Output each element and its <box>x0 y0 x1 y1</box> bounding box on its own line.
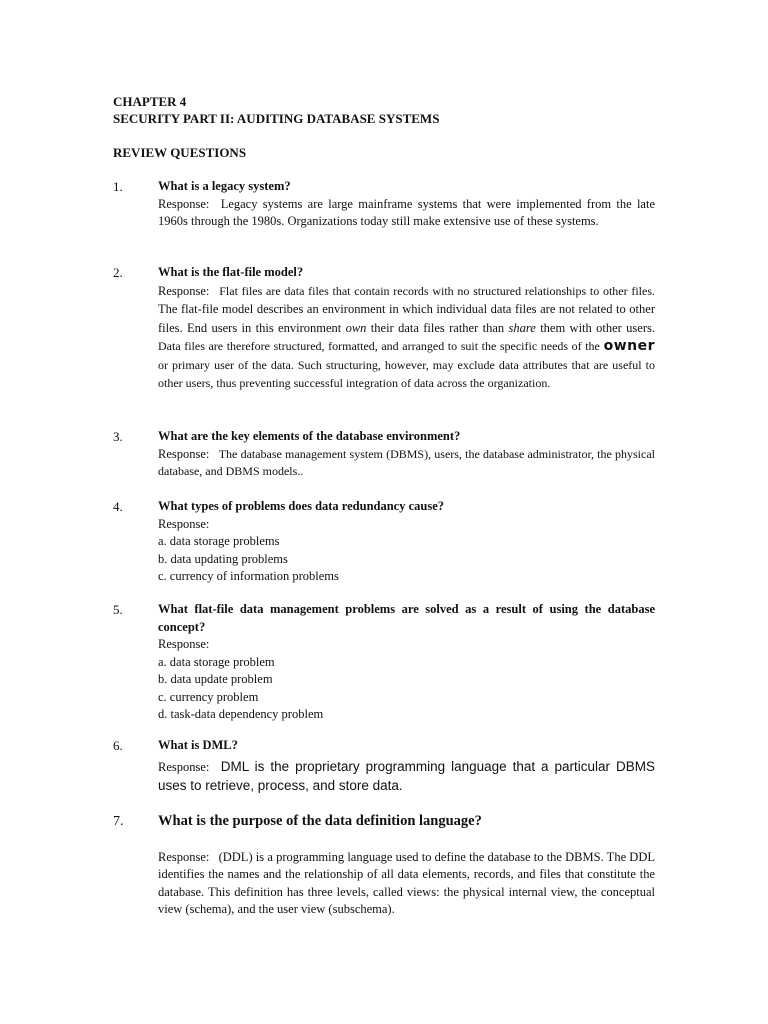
question-number: 2. <box>113 265 123 280</box>
question-number: 4. <box>113 499 123 514</box>
section-title: REVIEW QUESTIONS <box>113 145 247 160</box>
response-label: Response: <box>158 849 210 864</box>
emphasis-share: share <box>508 320 536 335</box>
question-7 <box>113 813 658 919</box>
question-title: What flat-file data management problems are solved as a result of using the database concept? <box>158 602 655 634</box>
response-text-f: or primary user of the data. Such structuring, however, may exclude data attributes that are useful to other users, thus preventing successful integration of data across the organization. <box>158 357 655 390</box>
question-5 <box>113 601 658 724</box>
question-title: What types of problems does data redundancy cause? <box>158 499 445 513</box>
chapter-title: CHAPTER 4 <box>113 94 187 109</box>
response-label: Response: <box>158 759 210 774</box>
response-label: Response: <box>158 516 210 531</box>
response-label: Response: <box>158 196 210 211</box>
response-text: (DDL) is a programming language used to define the database to the DBMS. The DDL identifies the names and the relationship of all data elements, records, and files that constitute the database. This definition has three levels, called views: the physical internal view, the conceptual view (schema), and the user view (subschema). <box>158 849 655 916</box>
question-1 <box>113 178 658 231</box>
question-response <box>158 757 655 796</box>
response-text-b: The flat-file model describes an environment in which individual data files are not related to other files. End users in this environment <box>158 302 655 335</box>
question-title: What are the key elements of the database environment? <box>158 429 461 443</box>
question-response <box>158 446 655 481</box>
response-text-d: them with other users. <box>540 320 655 335</box>
question-response <box>158 282 655 393</box>
question-number: 3. <box>113 429 123 444</box>
question-number: 5. <box>113 602 123 617</box>
question-title: What is a legacy system? <box>158 179 291 193</box>
response-label: Response: <box>158 446 210 461</box>
response-text-e: Data files are therefore structured, formatted, and arranged to suit the specific needs of the <box>158 339 600 353</box>
response-text: The database management system (DBMS), users, the database administrator, the physical database, and DBMS models.. <box>158 446 656 478</box>
question-2 <box>113 264 658 393</box>
question-response <box>158 849 655 919</box>
question-4 <box>113 498 658 586</box>
response-text-a: Flat files are data files that contain records with no structured relationships to other files. <box>219 283 656 298</box>
list-item: a. data storage problem <box>158 654 275 669</box>
list-item: b. data updating problems <box>158 551 288 566</box>
list-item: b. data update problem <box>158 672 273 686</box>
emphasis-own: own <box>345 320 367 335</box>
response-label: Response: <box>158 283 210 298</box>
list-item: c. currency problem <box>158 689 259 704</box>
question-title: What is the purpose of the data definition language? <box>158 813 482 829</box>
part-title: SECURITY PART II: AUDITING DATABASE SYSTEMS <box>113 111 440 126</box>
list-item: d. task-data dependency problem <box>158 707 324 721</box>
question-number: 6. <box>113 738 123 753</box>
question-title: What is DML? <box>158 738 238 752</box>
list-item: c. currency of information problems <box>158 569 339 583</box>
list-item: a. data storage problems <box>158 534 280 548</box>
question-3 <box>113 428 658 481</box>
owner-word: owner <box>603 338 656 354</box>
response-label: Response: <box>158 637 210 651</box>
response-text: DML is the proprietary programming language that a particular DBMS uses to retrieve, process, and store data. <box>158 758 655 793</box>
question-title: What is the flat-file model? <box>158 265 304 279</box>
response-text: Legacy systems are large mainframe systems that were implemented from the late 1960s through the 1980s. Organizations today still make extensive use of these systems. <box>158 196 656 228</box>
response-text-c: their data files rather than <box>370 320 505 335</box>
question-number: 7. <box>113 814 124 829</box>
question-6 <box>113 737 658 796</box>
question-response <box>158 196 655 231</box>
question-number: 1. <box>113 179 123 194</box>
